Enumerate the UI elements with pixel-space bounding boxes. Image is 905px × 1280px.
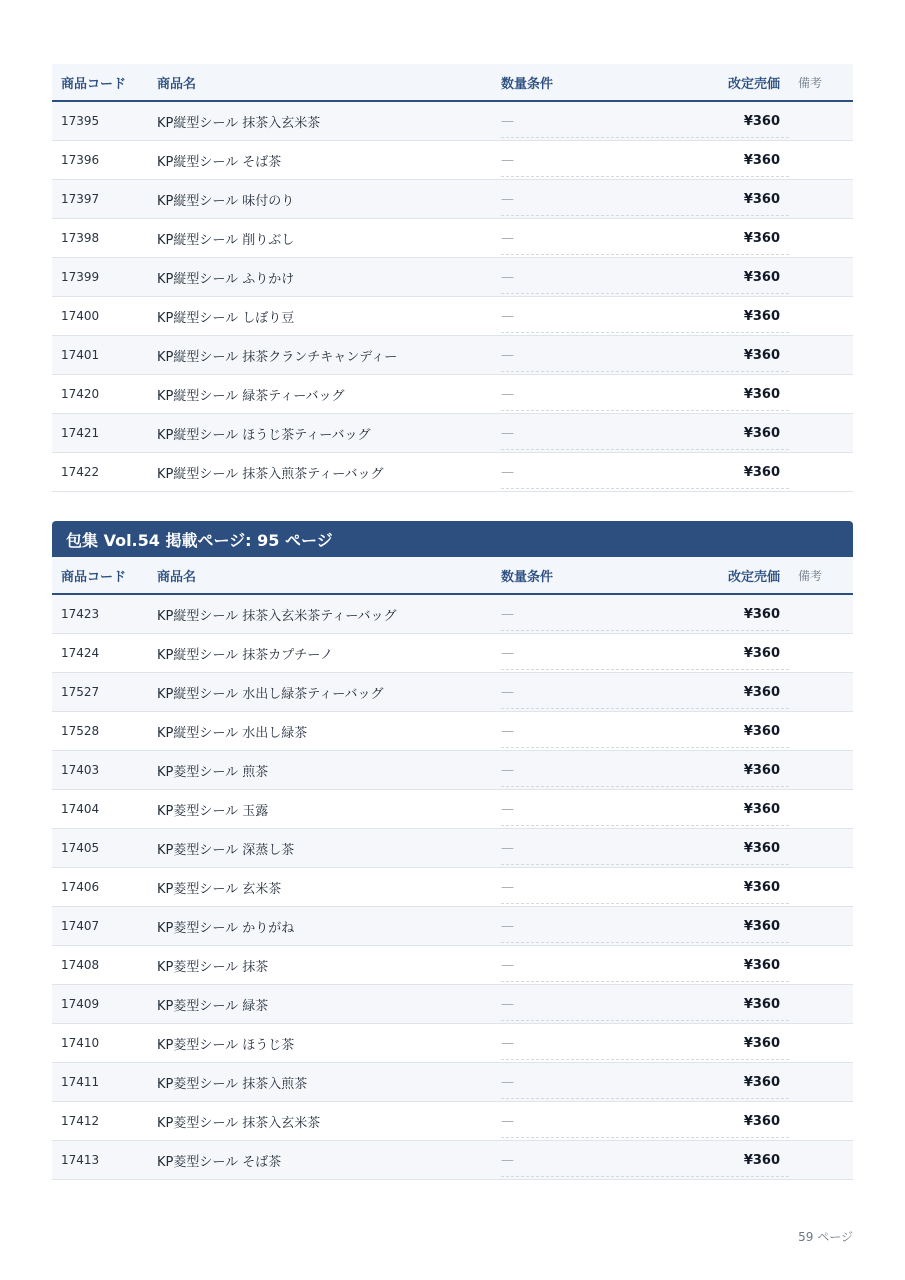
revised-price: ¥360	[743, 1113, 780, 1129]
product-code: 17397	[61, 192, 100, 206]
table-row	[52, 102, 853, 141]
product-name: KP縦型シール 削りぶし	[157, 232, 295, 248]
table-row	[52, 868, 853, 907]
table-row	[52, 829, 853, 868]
product-name: KP菱型シール 深蒸し茶	[157, 842, 295, 858]
quantity-value: —	[501, 1152, 514, 1168]
table-row	[52, 946, 853, 985]
col-header-name: 商品名	[157, 76, 197, 92]
product-code: 17528	[61, 724, 100, 738]
product-name: KP菱型シール ほうじ茶	[157, 1037, 295, 1053]
product-code: 17421	[61, 426, 100, 440]
quantity-value: —	[501, 347, 514, 363]
product-name: KP菱型シール そば茶	[157, 1154, 282, 1170]
col-header-qty: 数量条件	[501, 569, 554, 585]
quantity-value: —	[501, 918, 514, 934]
table-row	[52, 258, 853, 297]
product-name: KP縦型シール 抹茶入煎茶ティーバッグ	[157, 466, 384, 482]
product-name: KP縦型シール ふりかけ	[157, 271, 295, 287]
product-table-2	[52, 521, 853, 1180]
quantity-value: —	[501, 152, 514, 168]
revised-price: ¥360	[743, 762, 780, 778]
revised-price: ¥360	[743, 308, 780, 324]
col-header-name: 商品名	[157, 569, 197, 585]
revised-price: ¥360	[743, 464, 780, 480]
product-code: 17398	[61, 231, 100, 245]
table-row	[52, 453, 853, 492]
quantity-value: —	[501, 723, 514, 739]
revised-price: ¥360	[743, 918, 780, 934]
revised-price: ¥360	[743, 840, 780, 856]
product-code: 17400	[61, 309, 100, 323]
revised-price: ¥360	[743, 996, 780, 1012]
quantity-value: —	[501, 957, 514, 973]
product-code: 17403	[61, 763, 100, 777]
revised-price: ¥360	[743, 1074, 780, 1090]
product-code: 17411	[61, 1075, 100, 1089]
product-code: 17420	[61, 387, 100, 401]
revised-price: ¥360	[743, 425, 780, 441]
table-row	[52, 180, 853, 219]
quantity-value: —	[501, 230, 514, 246]
product-code: 17399	[61, 270, 100, 284]
col-header-qty: 数量条件	[501, 76, 554, 92]
table-row	[52, 712, 853, 751]
table-row	[52, 297, 853, 336]
table-row	[52, 375, 853, 414]
product-name: KP菱型シール 玉露	[157, 803, 269, 819]
quantity-value: —	[501, 606, 514, 622]
col-header-price: 改定売価	[727, 76, 780, 92]
product-code: 17422	[61, 465, 100, 479]
product-name: KP縦型シール 抹茶クランチキャンディー	[157, 349, 398, 365]
quantity-value: —	[501, 386, 514, 402]
revised-price: ¥360	[743, 723, 780, 739]
table-row	[52, 985, 853, 1024]
quantity-value: —	[501, 879, 514, 895]
product-code: 17424	[61, 646, 100, 660]
table-row	[52, 634, 853, 673]
product-name: KP菱型シール 緑茶	[157, 998, 269, 1014]
product-name: KP菱型シール 抹茶入玄米茶	[157, 1115, 321, 1131]
product-code: 17406	[61, 880, 100, 894]
table-row	[52, 1102, 853, 1141]
col-header-note: 備考	[798, 75, 823, 90]
col-header-code: 商品コード	[61, 569, 127, 585]
revised-price: ¥360	[743, 879, 780, 895]
revised-price: ¥360	[743, 269, 780, 285]
product-name: KP縦型シール 水出し緑茶	[157, 725, 308, 741]
table-body	[52, 595, 853, 1180]
product-name: KP菱型シール 抹茶入煎茶	[157, 1076, 308, 1092]
quantity-value: —	[501, 840, 514, 856]
product-code: 17527	[61, 685, 100, 699]
revised-price: ¥360	[743, 684, 780, 700]
revised-price: ¥360	[743, 152, 780, 168]
product-code: 17407	[61, 919, 100, 933]
section-title: 包集 Vol.54 掲載ページ: 95 ページ	[52, 521, 853, 557]
product-name: KP縦型シール 抹茶入玄米茶ティーバッグ	[157, 608, 397, 624]
revised-price: ¥360	[743, 606, 780, 622]
revised-price: ¥360	[743, 1035, 780, 1051]
quantity-value: —	[501, 269, 514, 285]
product-code: 17401	[61, 348, 100, 362]
table-row	[52, 414, 853, 453]
product-code: 17404	[61, 802, 100, 816]
table-row	[52, 1063, 853, 1102]
product-code: 17395	[61, 114, 100, 128]
table-row	[52, 1141, 853, 1180]
product-name: KP縦型シール そば茶	[157, 154, 282, 170]
revised-price: ¥360	[743, 386, 780, 402]
quantity-value: —	[501, 684, 514, 700]
quantity-value: —	[501, 464, 514, 480]
product-name: KP菱型シール 煎茶	[157, 764, 269, 780]
table-row	[52, 595, 853, 634]
table-row	[52, 790, 853, 829]
revised-price: ¥360	[743, 113, 780, 129]
quantity-value: —	[501, 996, 514, 1012]
revised-price: ¥360	[743, 230, 780, 246]
table-row	[52, 1024, 853, 1063]
table-row	[52, 751, 853, 790]
table-header	[52, 64, 853, 102]
product-name: KP菱型シール 玄米茶	[157, 881, 282, 897]
revised-price: ¥360	[743, 801, 780, 817]
product-code: 17412	[61, 1114, 100, 1128]
product-code: 17408	[61, 958, 100, 972]
product-code: 17423	[61, 607, 100, 621]
product-code: 17409	[61, 997, 100, 1011]
revised-price: ¥360	[743, 645, 780, 661]
col-header-code: 商品コード	[61, 76, 127, 92]
product-code: 17410	[61, 1036, 100, 1050]
product-name: KP縦型シール 水出し緑茶ティーバッグ	[157, 686, 384, 702]
quantity-value: —	[501, 762, 514, 778]
product-table-1	[52, 64, 853, 492]
product-name: KP縦型シール 味付のり	[157, 193, 295, 209]
table-row	[52, 141, 853, 180]
revised-price: ¥360	[743, 1152, 780, 1168]
product-name: KP菱型シール 抹茶	[157, 959, 269, 975]
revised-price: ¥360	[743, 957, 780, 973]
quantity-value: —	[501, 1035, 514, 1051]
table-body	[52, 102, 853, 492]
quantity-value: —	[501, 1113, 514, 1129]
product-name: KP縦型シール 緑茶ティーバッグ	[157, 388, 345, 404]
product-code: 17396	[61, 153, 100, 167]
revised-price: ¥360	[743, 191, 780, 207]
table-row	[52, 907, 853, 946]
product-code: 17413	[61, 1153, 100, 1167]
col-header-note: 備考	[798, 568, 823, 583]
revised-price: ¥360	[743, 347, 780, 363]
page-number: 59 ページ	[798, 1230, 853, 1244]
product-name: KP菱型シール かりがね	[157, 920, 295, 936]
table-row	[52, 219, 853, 258]
quantity-value: —	[501, 801, 514, 817]
quantity-value: —	[501, 191, 514, 207]
product-code: 17405	[61, 841, 100, 855]
col-header-price: 改定売価	[727, 569, 780, 585]
product-name: KP縦型シール ほうじ茶ティーバッグ	[157, 427, 371, 443]
quantity-value: —	[501, 1074, 514, 1090]
table-row	[52, 673, 853, 712]
product-name: KP縦型シール 抹茶カプチーノ	[157, 647, 333, 663]
product-name: KP縦型シール しぼり豆	[157, 310, 295, 326]
quantity-value: —	[501, 308, 514, 324]
quantity-value: —	[501, 113, 514, 129]
table-row	[52, 336, 853, 375]
quantity-value: —	[501, 645, 514, 661]
quantity-value: —	[501, 425, 514, 441]
product-name: KP縦型シール 抹茶入玄米茶	[157, 115, 321, 131]
table-header	[52, 557, 853, 595]
